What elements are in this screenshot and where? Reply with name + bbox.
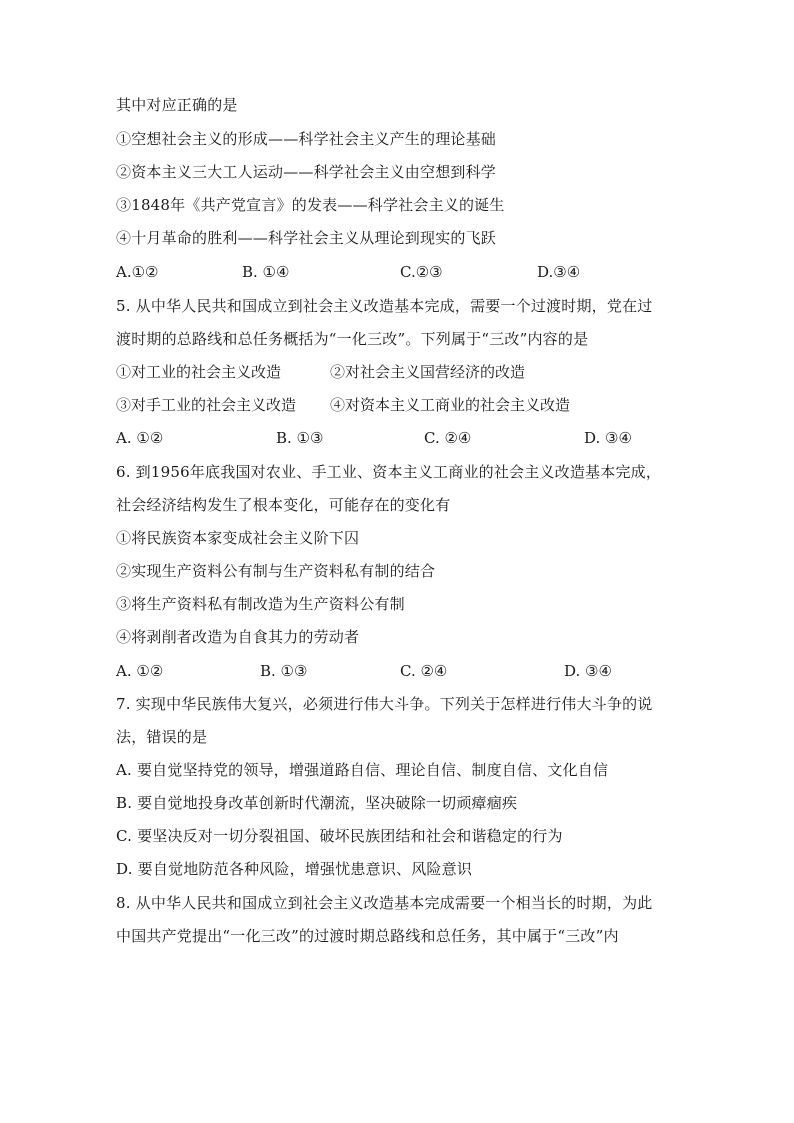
q5-option-b: B. ①③ xyxy=(276,429,324,447)
q5-option-d: D. ③④ xyxy=(584,429,632,447)
q7-stem-line-1: 7. 实现中华民族伟大复兴，必须进行伟大斗争。下列关于怎样进行伟大斗争的说 xyxy=(116,695,653,713)
q6-item-2: ②实现生产资料公有制与生产资料私有制的结合 xyxy=(116,562,436,580)
q4-item-2: ②资本主义三大工人运动——科学社会主义由空想到科学 xyxy=(116,163,497,181)
q5-item-2: ②对社会主义国营经济的改造 xyxy=(330,363,526,381)
q7-choice-d: D. 要自觉地防范各种风险，增强忧患意识、风险意识 xyxy=(116,860,473,878)
q4-option-a: A.①② xyxy=(116,263,159,281)
q6-item-4: ④将剥削者改造为自食其力的劳动者 xyxy=(116,628,360,646)
q7-choice-a: A. 要自觉坚持党的领导，增强道路自信、理论自信、制度自信、文化自信 xyxy=(116,761,609,779)
q8-stem-line-2: 中国共产党提出“一化三改”的过渡时期总路线和总任务，其中属于“三改”内 xyxy=(116,927,619,945)
q5-stem-line-2: 渡时期的总路线和总任务概括为“一化三改”。下列属于“三改”内容的是 xyxy=(116,330,589,348)
q6-option-d: D. ③④ xyxy=(564,662,612,680)
q6-item-1: ①将民族资本家变成社会主义阶下囚 xyxy=(116,529,360,547)
q4-stem-tail: 其中对应正确的是 xyxy=(116,96,238,114)
q6-option-c: C. ②④ xyxy=(400,662,448,680)
q5-option-c: C. ②④ xyxy=(424,429,472,447)
q4-item-4: ④十月革命的胜利——科学社会主义从理论到现实的飞跃 xyxy=(116,229,497,247)
q5-item-3: ③对手工业的社会主义改造 xyxy=(116,396,297,414)
q5-item-1: ①对工业的社会主义改造 xyxy=(116,363,282,381)
q8-stem-line-1: 8. 从中华人民共和国成立到社会主义改造基本完成需要一个相当长的时期，为此 xyxy=(116,894,653,912)
q5-item-4: ④对资本主义工商业的社会主义改造 xyxy=(330,396,571,414)
q5-option-a: A. ①② xyxy=(116,429,164,447)
q4-option-b: B. ①④ xyxy=(242,263,290,281)
q6-stem-line-1: 6. 到1956年底我国对农业、手工业、资本主义工商业的社会主义改造基本完成， xyxy=(116,463,662,481)
q7-choice-b: B. 要自觉地投身改革创新时代潮流，坚决破除一切顽瘴痼疾 xyxy=(116,794,518,812)
q6-option-a: A. ①② xyxy=(116,662,164,680)
q7-choice-c: C. 要坚决反对一切分裂祖国、破坏民族团结和社会和谐稳定的行为 xyxy=(116,827,563,845)
q4-item-3: ③1848年《共产党宣言》的发表——科学社会主义的诞生 xyxy=(116,196,505,214)
q6-option-b: B. ①③ xyxy=(260,662,308,680)
q5-stem-line-1: 5. 从中华人民共和国成立到社会主义改造基本完成，需要一个过渡时期，党在过 xyxy=(116,297,653,315)
q7-stem-line-2: 法，错误的是 xyxy=(116,728,208,746)
q6-stem-line-2: 社会经济结构发生了根本变化，可能存在的变化有 xyxy=(116,496,451,514)
q4-item-1: ①空想社会主义的形成——科学社会主义产生的理论基础 xyxy=(116,130,497,148)
q6-item-3: ③将生产资料私有制改造为生产资料公有制 xyxy=(116,595,405,613)
q4-option-c: C.②③ xyxy=(400,263,443,281)
q4-option-d: D.③④ xyxy=(537,263,581,281)
